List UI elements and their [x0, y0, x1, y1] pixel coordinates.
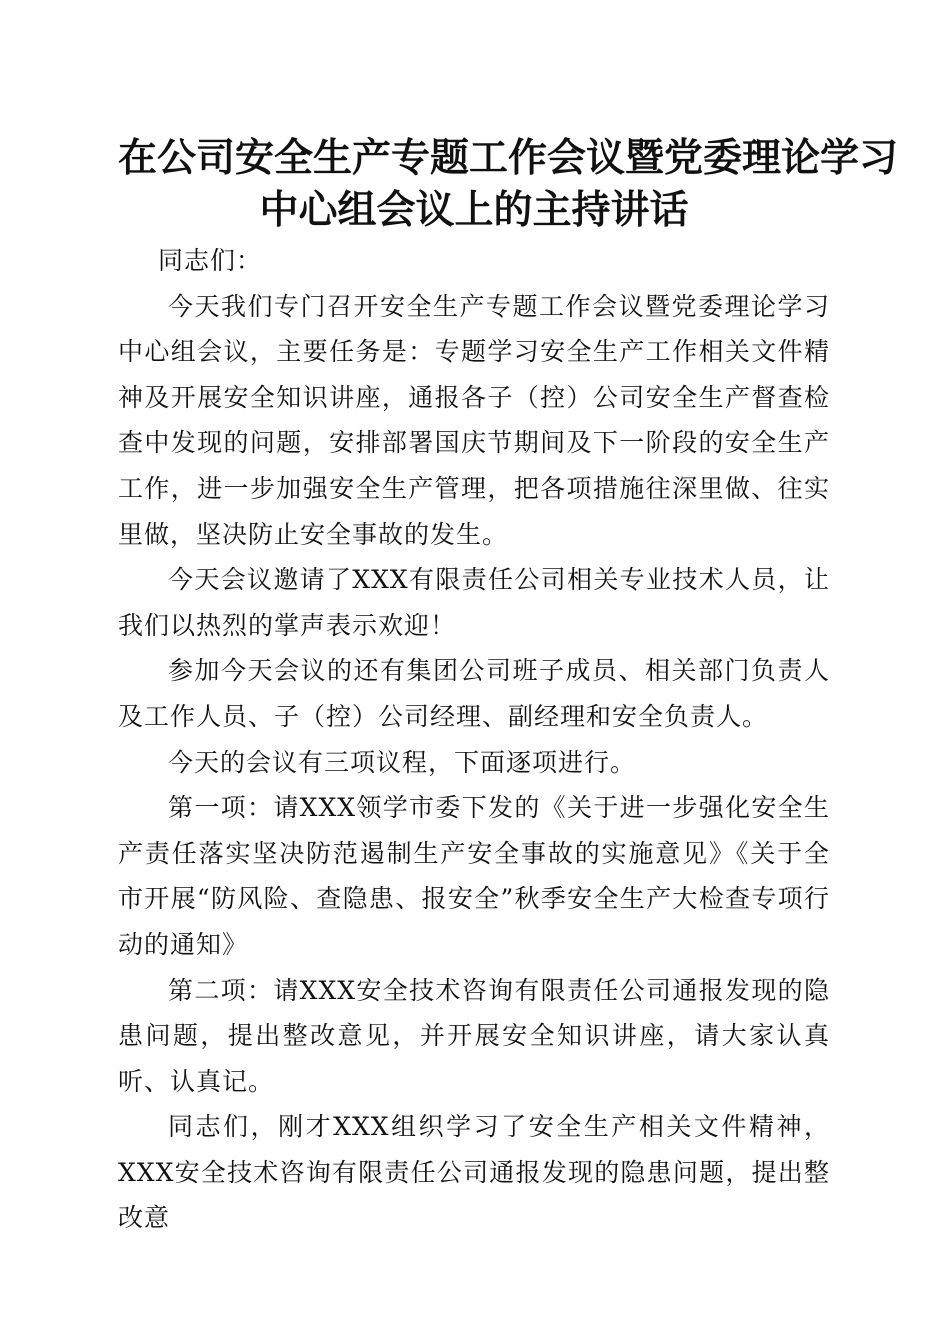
- paragraph-agenda-item-1: 第一项：请XXX领学市委下发的《关于进一步强化安全生产责任落实坚决防范遏制生产安全事故的实施意见》《关于全市开展“防风险、查隐患、报安全”秋季安全生产大检查专项行动的通知》: [118, 793, 830, 959]
- title-line-1: 在公司安全生产专题工作会议暨党委理论学习: [118, 135, 899, 181]
- title-line-2: 中心组会议上的主持讲话: [259, 187, 689, 233]
- document-page: [118, 132, 899, 1241]
- paragraph-agenda: 今天的会议有三项议程，下面逐项进行。: [168, 747, 637, 777]
- salutation: 同志们：: [158, 246, 263, 275]
- paragraph-attendees: 参加今天会议的还有集团公司班子成员、相关部门负责人及工作人员、子（控）公司经理、副经理和安全负责人。: [118, 656, 830, 731]
- document-title: [118, 132, 899, 236]
- paragraph-opening: 今天我们专门召开安全生产专题工作会议暨党委理论学习中心组会议，主要任务是：专题学习安全生产工作相关文件精神及开展安全知识讲座，通报各子（控）公司安全生产督查检查中发现的问题，安排部署国庆节期间及下一阶段的安全生产工作，进一步加强安全生产管理，把各项措施往深里做、往实里做，坚决防止安全事故的发生。: [118, 291, 830, 549]
- paragraph-agenda-item-2: 第二项：请XXX安全技术咨询有限责任公司通报发现的隐患问题，提出整改意见，并开展安全知识讲座，请大家认真听、认真记。: [118, 975, 830, 1096]
- paragraph-summary: 同志们，刚才XXX组织学习了安全生产相关文件精神，XXX安全技术咨询有限责任公司通报发现的隐患问题，提出整改意: [118, 1112, 830, 1233]
- document-body: [118, 238, 830, 1241]
- paragraph-welcome: 今天会议邀请了XXX有限责任公司相关专业技术人员，让我们以热烈的掌声表示欢迎！: [118, 565, 830, 640]
